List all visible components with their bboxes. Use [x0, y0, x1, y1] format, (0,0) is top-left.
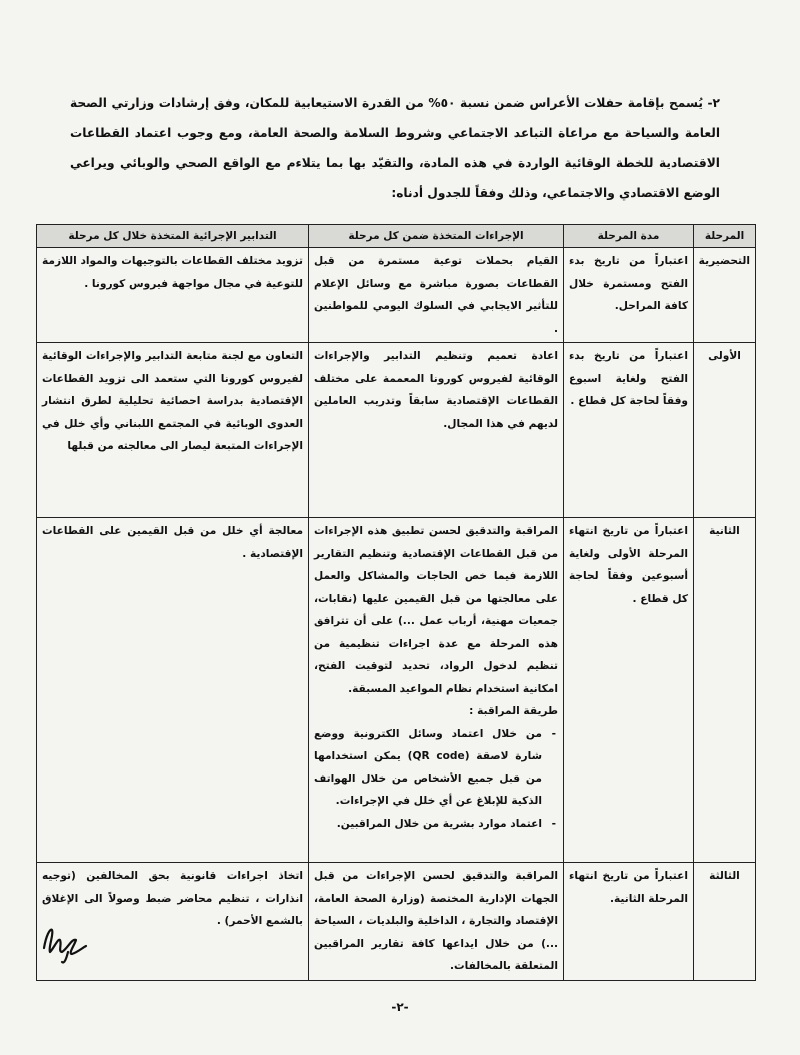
cell-procedures	[309, 518, 564, 863]
cell-measures: معالجة أي خلل من قبل القيمين على القطاعات الإقتصادية .	[37, 518, 309, 863]
cell-duration: اعتباراً من تاريخ انتهاء المرحلة الثانية.	[564, 863, 694, 981]
cell-phase: الثالثة	[694, 863, 756, 981]
cell-measures: التعاون مع لجنة متابعة التدابير والإجراءات الوقائية لفيروس كورونا التي ستعمد الى تزويد القطاعات الإقتصادية بدراسة احصائية تحليلية لطرق انتشار العدوى الوبائية في المجتمع اللبناني وأي خلل في الإجراءات المتبعة ليصار الى معالجته من قبلها	[37, 343, 309, 518]
cell-measures: اتخاذ اجراءات قانونية بحق المخالفين (توجيه انذارات ، تنظيم محاضر ضبط وصولاً الى الإغلاق بالشمع الأحمر) .	[37, 863, 309, 981]
table-row	[37, 518, 756, 863]
table-header-row	[37, 225, 756, 248]
header-duration: مدة المرحلة	[564, 225, 694, 248]
header-phase: المرحلة	[694, 225, 756, 248]
header-measures: التدابير الإجرائية المتخذة خلال كل مرحلة	[37, 225, 309, 248]
table-row	[37, 343, 756, 518]
handwritten-signature	[38, 908, 90, 968]
table-row	[37, 863, 756, 981]
intro-paragraph-block	[70, 88, 720, 208]
cell-duration: اعتباراً من تاريخ انتهاء المرحلة الأولى ولغاية أسبوعين وفقاً لحاجة كل قطاع .	[564, 518, 694, 863]
cell-duration: اعتباراً من تاريخ بدء الفتح ومستمرة خلال كافة المراحل.	[564, 248, 694, 343]
monitoring-title: طريقة المراقبة :	[469, 705, 558, 717]
cell-duration: اعتباراً من تاريخ بدء الفتح ولغاية اسبوع وفقاً لحاجة كل قطاع .	[564, 343, 694, 518]
cell-procedures: القيام بحملات توعية مستمرة من قبل القطاعات بصورة مباشرة مع وسائل الإعلام للتأثير الايجابي في السلوك اليومي للمواطنين .	[309, 248, 564, 343]
phases-table	[36, 224, 756, 981]
cell-phase: الأولى	[694, 343, 756, 518]
cell-phase: التحضيرية	[694, 248, 756, 343]
intro-paragraph: ٢- يُسمح بإقامة حفلات الأعراس ضمن نسبة ٥٠% من القدرة الاستيعابية للمكان، وفق إرشادات وزارتي الصحة العامة والسياحة مع مراعاة التباعد الاجتماعي وشروط السلامة والصحة العامة، ومع وجوب اعتماد القطاعات الاقتصادية للخطة الوقائية الواردة في هذه المادة، والتقيّد بها بما يتلاءم مع الواقع الصحي والوبائي ويراعي الوضع الاقتصادي والاجتماعي، وذلك وفقاً للجدول أدناه:	[70, 96, 720, 200]
list-item: - اعتماد موارد بشرية من خلال المراقبين.	[314, 813, 558, 836]
procedures-text: المراقبة والتدقيق لحسن تطبيق هذه الإجراءات من قبل القطاعات الإقتصادية وتنظيم التقارير اللازمة فيما خص الحاجات والمشاكل والعمل على معالجتها من قبل القيمين عليها (نقابات، جمعيات مهنية، أرباب عمل ...) على أن تترافق هذه المرحلة مع عدة اجراءات تنظيمية من تنظيم لدخول الرواد، تحديد لتوقيت الفتح، امكانية استخدام نظام المواعيد المسبقة.	[314, 525, 558, 695]
cell-procedures: المراقبة والتدقيق لحسن الإجراءات من قبل الجهات الإدارية المختصة (وزارة الصحة العامة، الإقتصاد والتجارة ، الداخلية والبلديات ، السياحة ...) من خلال ايداعها كافة تقارير المراقبين المتعلقة بالمخالفات.	[309, 863, 564, 981]
list-item: - من خلال اعتماد وسائل الكترونية ووضع شارة لاصقة (QR code) يمكن استخدامها من قبل جميع الأشخاص من خلال الهواتف الذكية للإبلاغ عن أي خلل في الإجراءات.	[314, 723, 558, 813]
page-number: -٢-	[391, 1000, 409, 1014]
monitoring-list	[314, 723, 558, 836]
cell-measures: تزويد مختلف القطاعات بالتوجيهات والمواد اللازمة للتوعية في مجال مواجهة فيروس كورونا .	[37, 248, 309, 343]
cell-procedures: اعادة تعميم وتنظيم التدابير والإجراءات الوقائية لفيروس كورونا المعممة على مختلف القطاعات الإقتصادية سابقاً وتدريب العاملين لديهم في هذا المجال.	[309, 343, 564, 518]
cell-phase: الثانية	[694, 518, 756, 863]
table-row	[37, 248, 756, 343]
header-procedures: الإجراءات المتخذة ضمن كل مرحلة	[309, 225, 564, 248]
